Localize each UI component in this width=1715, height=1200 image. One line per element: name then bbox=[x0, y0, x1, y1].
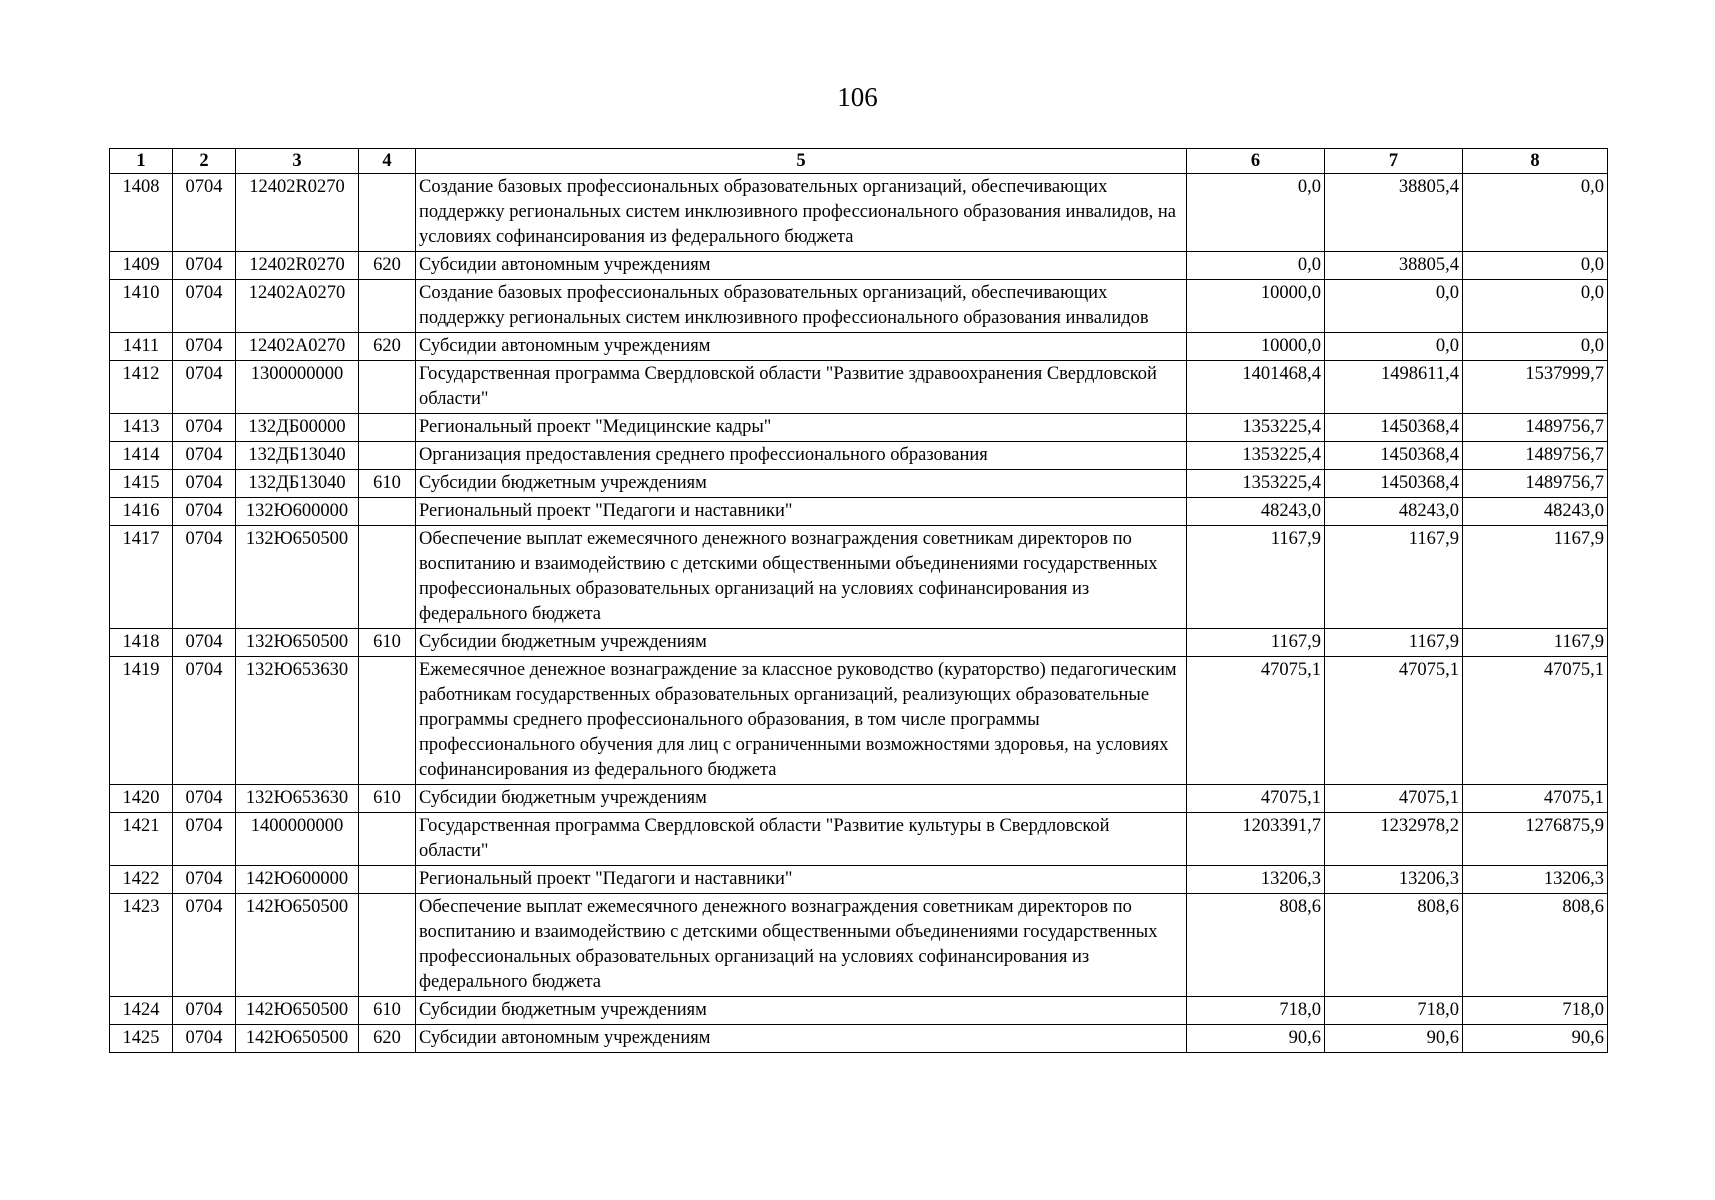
expense-type-code bbox=[359, 442, 416, 470]
expense-type-code bbox=[359, 361, 416, 414]
target-article-code: 132ДБ00000 bbox=[236, 414, 359, 442]
row-number: 1418 bbox=[110, 629, 173, 657]
section-code: 0704 bbox=[173, 498, 236, 526]
amount-col-6: 1167,9 bbox=[1187, 526, 1325, 629]
row-number: 1422 bbox=[110, 866, 173, 894]
table-row bbox=[110, 280, 1608, 333]
amount-col-6: 1203391,7 bbox=[1187, 813, 1325, 866]
section-code: 0704 bbox=[173, 997, 236, 1025]
amount-col-7: 0,0 bbox=[1325, 280, 1463, 333]
row-number: 1415 bbox=[110, 470, 173, 498]
section-code: 0704 bbox=[173, 280, 236, 333]
amount-col-6: 10000,0 bbox=[1187, 333, 1325, 361]
table-row bbox=[110, 470, 1608, 498]
item-name: Субсидии автономным учреждениям bbox=[416, 1025, 1187, 1053]
target-article-code: 132Ю650500 bbox=[236, 629, 359, 657]
expense-type-code: 610 bbox=[359, 629, 416, 657]
amount-col-8: 1489756,7 bbox=[1463, 442, 1608, 470]
amount-col-7: 808,6 bbox=[1325, 894, 1463, 997]
target-article-code: 142Ю650500 bbox=[236, 1025, 359, 1053]
amount-col-8: 90,6 bbox=[1463, 1025, 1608, 1053]
amount-col-8: 0,0 bbox=[1463, 333, 1608, 361]
target-article-code: 132Ю653630 bbox=[236, 785, 359, 813]
amount-col-8: 808,6 bbox=[1463, 894, 1608, 997]
amount-col-6: 1167,9 bbox=[1187, 629, 1325, 657]
section-code: 0704 bbox=[173, 866, 236, 894]
table-row bbox=[110, 252, 1608, 280]
amount-col-8: 13206,3 bbox=[1463, 866, 1608, 894]
item-name: Субсидии бюджетным учреждениям bbox=[416, 470, 1187, 498]
amount-col-8: 1489756,7 bbox=[1463, 414, 1608, 442]
table-row bbox=[110, 894, 1608, 997]
item-name: Региональный проект "Педагоги и наставники" bbox=[416, 498, 1187, 526]
section-code: 0704 bbox=[173, 361, 236, 414]
amount-col-8: 1276875,9 bbox=[1463, 813, 1608, 866]
table-row bbox=[110, 813, 1608, 866]
row-number: 1411 bbox=[110, 333, 173, 361]
amount-col-8: 1537999,7 bbox=[1463, 361, 1608, 414]
section-code: 0704 bbox=[173, 629, 236, 657]
column-header: 2 bbox=[173, 149, 236, 174]
row-number: 1414 bbox=[110, 442, 173, 470]
target-article-code: 142Ю600000 bbox=[236, 866, 359, 894]
table-row bbox=[110, 414, 1608, 442]
amount-col-7: 1167,9 bbox=[1325, 629, 1463, 657]
item-name: Обеспечение выплат ежемесячного денежного вознаграждения советникам директоров по воспитанию и взаимодействию с детскими общественными объединениями государственных профессиональных образовательных организаций на условиях софинансирования из федерального бюджета bbox=[416, 526, 1187, 629]
amount-col-8: 47075,1 bbox=[1463, 657, 1608, 785]
target-article-code: 142Ю650500 bbox=[236, 894, 359, 997]
target-article-code: 132Ю650500 bbox=[236, 526, 359, 629]
target-article-code: 132ДБ13040 bbox=[236, 470, 359, 498]
table-body bbox=[110, 174, 1608, 1053]
row-number: 1412 bbox=[110, 361, 173, 414]
item-name: Ежемесячное денежное вознаграждение за классное руководство (кураторство) педагогическим работникам государственных образовательных организаций, реализующих образовательные программы среднего профессионального образования, в том числе программы профессионального обучения для лиц с ограниченными возможностями здоровья, на условиях софинансирования из федерального бюджета bbox=[416, 657, 1187, 785]
amount-col-6: 48243,0 bbox=[1187, 498, 1325, 526]
section-code: 0704 bbox=[173, 174, 236, 252]
amount-col-8: 0,0 bbox=[1463, 280, 1608, 333]
amount-col-7: 1450368,4 bbox=[1325, 470, 1463, 498]
amount-col-7: 0,0 bbox=[1325, 333, 1463, 361]
amount-col-8: 1167,9 bbox=[1463, 629, 1608, 657]
column-header: 5 bbox=[416, 149, 1187, 174]
amount-col-6: 90,6 bbox=[1187, 1025, 1325, 1053]
table-row bbox=[110, 785, 1608, 813]
amount-col-6: 808,6 bbox=[1187, 894, 1325, 997]
amount-col-8: 1167,9 bbox=[1463, 526, 1608, 629]
amount-col-7: 13206,3 bbox=[1325, 866, 1463, 894]
section-code: 0704 bbox=[173, 442, 236, 470]
expense-type-code: 610 bbox=[359, 997, 416, 1025]
amount-col-7: 38805,4 bbox=[1325, 252, 1463, 280]
item-name: Субсидии автономным учреждениям bbox=[416, 333, 1187, 361]
item-name: Субсидии автономным учреждениям bbox=[416, 252, 1187, 280]
target-article-code: 132Ю653630 bbox=[236, 657, 359, 785]
amount-col-7: 47075,1 bbox=[1325, 785, 1463, 813]
item-name: Создание базовых профессиональных образовательных организаций, обеспечивающих поддержку региональных систем инклюзивного профессионального образования инвалидов bbox=[416, 280, 1187, 333]
table-header-row bbox=[110, 149, 1608, 174]
amount-col-6: 13206,3 bbox=[1187, 866, 1325, 894]
item-name: Создание базовых профессиональных образовательных организаций, обеспечивающих поддержку региональных систем инклюзивного профессионального образования инвалидов, на условиях софинансирования из федерального бюджета bbox=[416, 174, 1187, 252]
expense-type-code bbox=[359, 174, 416, 252]
table-row bbox=[110, 333, 1608, 361]
section-code: 0704 bbox=[173, 526, 236, 629]
row-number: 1424 bbox=[110, 997, 173, 1025]
table-row bbox=[110, 997, 1608, 1025]
row-number: 1409 bbox=[110, 252, 173, 280]
amount-col-8: 48243,0 bbox=[1463, 498, 1608, 526]
expense-type-code bbox=[359, 526, 416, 629]
expense-type-code bbox=[359, 280, 416, 333]
amount-col-8: 0,0 bbox=[1463, 252, 1608, 280]
expense-type-code: 620 bbox=[359, 252, 416, 280]
section-code: 0704 bbox=[173, 333, 236, 361]
section-code: 0704 bbox=[173, 894, 236, 997]
column-header: 7 bbox=[1325, 149, 1463, 174]
amount-col-6: 10000,0 bbox=[1187, 280, 1325, 333]
column-header: 1 bbox=[110, 149, 173, 174]
amount-col-7: 48243,0 bbox=[1325, 498, 1463, 526]
amount-col-7: 718,0 bbox=[1325, 997, 1463, 1025]
amount-col-7: 1450368,4 bbox=[1325, 414, 1463, 442]
amount-col-6: 0,0 bbox=[1187, 252, 1325, 280]
expense-type-code bbox=[359, 813, 416, 866]
table-row bbox=[110, 526, 1608, 629]
table-row bbox=[110, 174, 1608, 252]
section-code: 0704 bbox=[173, 813, 236, 866]
section-code: 0704 bbox=[173, 1025, 236, 1053]
target-article-code: 12402A0270 bbox=[236, 333, 359, 361]
item-name: Субсидии бюджетным учреждениям bbox=[416, 785, 1187, 813]
amount-col-6: 47075,1 bbox=[1187, 785, 1325, 813]
row-number: 1423 bbox=[110, 894, 173, 997]
item-name: Региональный проект "Медицинские кадры" bbox=[416, 414, 1187, 442]
expense-type-code bbox=[359, 498, 416, 526]
amount-col-6: 1353225,4 bbox=[1187, 470, 1325, 498]
item-name: Государственная программа Свердловской области "Развитие культуры в Свердловской области" bbox=[416, 813, 1187, 866]
expense-type-code: 620 bbox=[359, 1025, 416, 1053]
section-code: 0704 bbox=[173, 252, 236, 280]
row-number: 1421 bbox=[110, 813, 173, 866]
section-code: 0704 bbox=[173, 414, 236, 442]
amount-col-7: 1167,9 bbox=[1325, 526, 1463, 629]
item-name: Обеспечение выплат ежемесячного денежного вознаграждения советникам директоров по воспитанию и взаимодействию с детскими общественными объединениями государственных профессиональных образовательных организаций на условиях софинансирования из федерального бюджета bbox=[416, 894, 1187, 997]
item-name: Организация предоставления среднего профессионального образования bbox=[416, 442, 1187, 470]
row-number: 1425 bbox=[110, 1025, 173, 1053]
amount-col-6: 1353225,4 bbox=[1187, 442, 1325, 470]
column-header: 6 bbox=[1187, 149, 1325, 174]
row-number: 1416 bbox=[110, 498, 173, 526]
table-row bbox=[110, 361, 1608, 414]
target-article-code: 12402R0270 bbox=[236, 174, 359, 252]
amount-col-7: 1232978,2 bbox=[1325, 813, 1463, 866]
table-row bbox=[110, 498, 1608, 526]
budget-table bbox=[109, 148, 1608, 1053]
amount-col-6: 1401468,4 bbox=[1187, 361, 1325, 414]
section-code: 0704 bbox=[173, 785, 236, 813]
target-article-code: 132ДБ13040 bbox=[236, 442, 359, 470]
row-number: 1410 bbox=[110, 280, 173, 333]
amount-col-8: 47075,1 bbox=[1463, 785, 1608, 813]
column-header: 4 bbox=[359, 149, 416, 174]
row-number: 1413 bbox=[110, 414, 173, 442]
row-number: 1408 bbox=[110, 174, 173, 252]
column-header: 3 bbox=[236, 149, 359, 174]
amount-col-6: 1353225,4 bbox=[1187, 414, 1325, 442]
table-row bbox=[110, 657, 1608, 785]
amount-col-7: 1450368,4 bbox=[1325, 442, 1463, 470]
row-number: 1419 bbox=[110, 657, 173, 785]
amount-col-6: 47075,1 bbox=[1187, 657, 1325, 785]
amount-col-7: 90,6 bbox=[1325, 1025, 1463, 1053]
item-name: Субсидии бюджетным учреждениям bbox=[416, 629, 1187, 657]
expense-type-code: 610 bbox=[359, 785, 416, 813]
column-header: 8 bbox=[1463, 149, 1608, 174]
amount-col-7: 47075,1 bbox=[1325, 657, 1463, 785]
item-name: Государственная программа Свердловской области "Развитие здравоохранения Свердловской области" bbox=[416, 361, 1187, 414]
row-number: 1420 bbox=[110, 785, 173, 813]
amount-col-7: 38805,4 bbox=[1325, 174, 1463, 252]
table-row bbox=[110, 1025, 1608, 1053]
expense-type-code bbox=[359, 414, 416, 442]
section-code: 0704 bbox=[173, 470, 236, 498]
item-name: Региональный проект "Педагоги и наставники" bbox=[416, 866, 1187, 894]
amount-col-6: 0,0 bbox=[1187, 174, 1325, 252]
amount-col-6: 718,0 bbox=[1187, 997, 1325, 1025]
expense-type-code bbox=[359, 657, 416, 785]
section-code: 0704 bbox=[173, 657, 236, 785]
table-row bbox=[110, 866, 1608, 894]
table-row bbox=[110, 442, 1608, 470]
amount-col-8: 1489756,7 bbox=[1463, 470, 1608, 498]
target-article-code: 12402A0270 bbox=[236, 280, 359, 333]
expense-type-code: 610 bbox=[359, 470, 416, 498]
target-article-code: 142Ю650500 bbox=[236, 997, 359, 1025]
row-number: 1417 bbox=[110, 526, 173, 629]
expense-type-code bbox=[359, 894, 416, 997]
target-article-code: 12402R0270 bbox=[236, 252, 359, 280]
amount-col-8: 0,0 bbox=[1463, 174, 1608, 252]
expense-type-code: 620 bbox=[359, 333, 416, 361]
page-number: 106 bbox=[837, 82, 878, 112]
target-article-code: 1300000000 bbox=[236, 361, 359, 414]
amount-col-7: 1498611,4 bbox=[1325, 361, 1463, 414]
amount-col-8: 718,0 bbox=[1463, 997, 1608, 1025]
expense-type-code bbox=[359, 866, 416, 894]
target-article-code: 132Ю600000 bbox=[236, 498, 359, 526]
target-article-code: 1400000000 bbox=[236, 813, 359, 866]
item-name: Субсидии бюджетным учреждениям bbox=[416, 997, 1187, 1025]
table-row bbox=[110, 629, 1608, 657]
